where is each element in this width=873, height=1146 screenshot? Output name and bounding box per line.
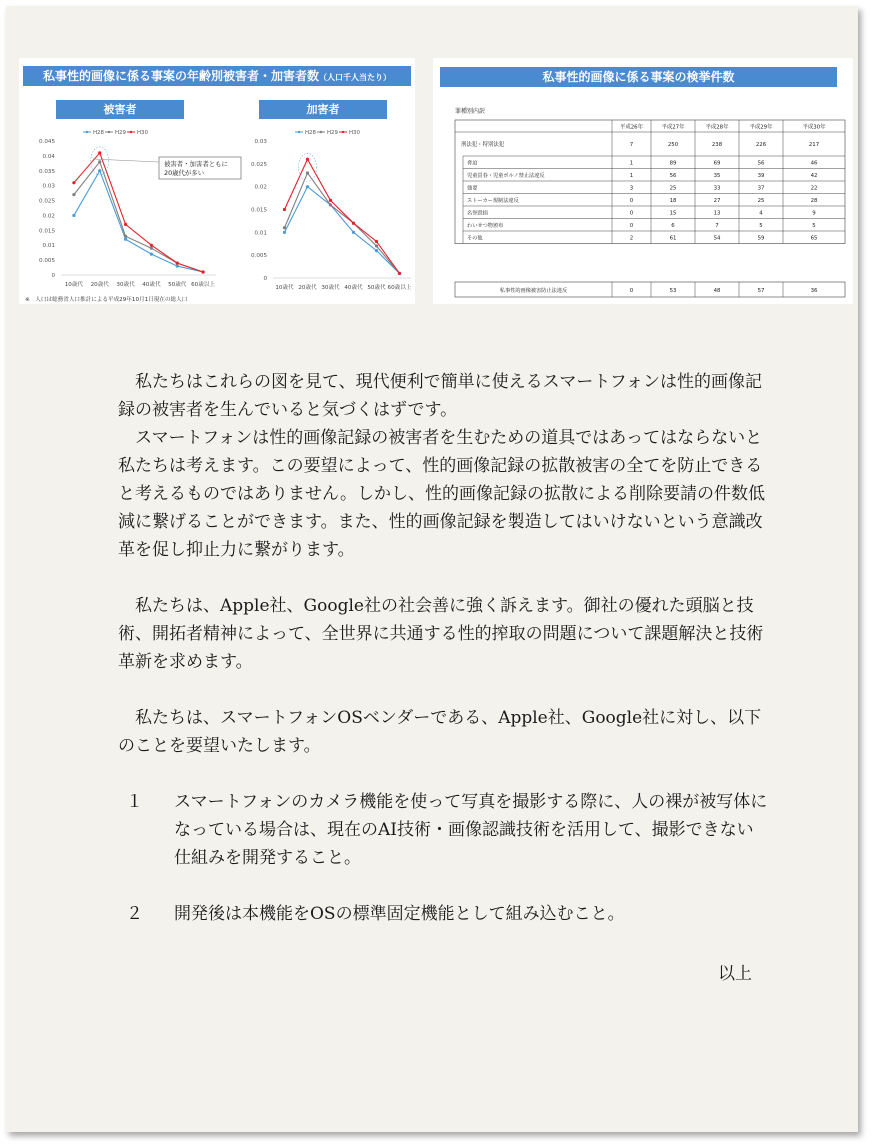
legend-marker [130,131,132,133]
legend-label: H29 [327,130,338,136]
data-point [150,253,153,256]
arrest-table [433,58,853,304]
sub-row-label: 名誉毀損 [467,210,488,217]
x-tick-label: 60歳以上 [191,282,216,288]
data-point [398,272,401,275]
data-point [176,264,179,267]
request-text-1: スマートフォンのカメラ機能を使って写真を撮影する際に、人の裸が被写体になっている場合は、現在のAI技術・画像認識技術を活用して、撮影できない仕組みを開発すること。 [174,792,768,868]
sub-row-label: わいせつ物頒布 [467,223,504,229]
y-tick-label: 0.025 [250,161,267,168]
table-border [455,120,845,244]
table-cell: 57 [757,288,765,294]
x-tick-label: 30歳代 [321,285,340,291]
table-cell: 0 [629,210,634,217]
y-tick-label: 0.035 [38,168,55,175]
table-cell: 25 [757,198,765,204]
data-point [306,158,309,161]
legend-label: H28 [93,130,104,136]
data-point [124,235,127,238]
table-cell: 33 [713,185,721,192]
table-cell: 39 [757,173,765,179]
table-cell: 6 [671,223,675,229]
y-tick-label: 0.03 [254,139,267,145]
paragraph-3: 私たちは、Apple社、Google社の社会善に強く訴えます。御社の優れた頭脳と技術、開拓者精神によって、全世界に共通する性的搾取の問題について課題解決と技術革新を求めます。 [118,596,764,672]
data-point [98,160,101,163]
table-cell: 56 [757,160,765,167]
table-cell: 48 [713,288,721,294]
column-header: 平成28年 [705,124,729,131]
table-cell: 5 [812,223,816,229]
age-chart-title-note: （人口千人当たり） [319,73,391,82]
data-point [306,171,309,174]
table-cell: 18 [669,198,677,204]
closing-word: 以上 [718,964,752,984]
request-item-2 [118,900,768,928]
data-point [375,249,378,252]
y-tick-label: 0.02 [254,184,267,191]
x-tick-label: 40歳代 [344,285,363,291]
offender-chart [251,130,412,291]
y-tick-label: 0.045 [38,139,55,145]
x-tick-label: 10歳代 [275,285,294,291]
annotation-line-1: 被害者・加害者ともに [164,160,228,168]
chart-footnote: ※ 人口は総務省人口推計による平成29年10月1日現在の総人口 [25,297,188,303]
data-point [72,181,75,184]
footer-row-label: 私事性的画像被害防止法違反 [499,288,568,294]
table-cell: 13 [713,210,721,217]
table-cell: 54 [713,235,721,242]
x-tick-label: 50歳代 [168,282,187,288]
y-tick-label: 0.005 [38,258,55,265]
table-cell: 250 [667,142,679,148]
table-cell: 9 [812,210,816,217]
data-point [283,208,286,211]
column-header: 平成29年 [749,124,773,131]
table-cell: 65 [810,235,818,242]
table-cell: 217 [808,142,820,148]
data-point [124,238,127,241]
table-cell: 42 [810,173,818,179]
table-cell: 0 [629,198,634,204]
y-tick-label: 0.04 [42,153,55,160]
offender-panel-title: 加害者 [259,100,387,119]
table-cell: 1 [629,173,634,179]
data-point [72,214,75,217]
x-tick-label: 40歳代 [142,282,161,288]
arrest-table-title: 私事性的画像に係る事案の検挙件数 [440,67,837,87]
data-point [98,169,101,172]
table-cell: 27 [713,198,721,204]
table-cell: 28 [810,198,818,204]
legend-label: H29 [115,130,126,136]
table-caption: 罪種別内訳 [455,108,486,115]
table-cell: 25 [669,185,677,192]
paragraph-2: スマートフォンは性的画像記録の被害者を生むための道具ではあってはならないと私たちは考えます。この要望によって、性的画像記録の拡散被害の全てを防止できると考えるものではありません。しかし、性的画像記録の拡散による削除要請の件数低減に繋げることができます。また、性的画像記録を製造してはいけないという意識改革を促し抑止力に繋がります。 [118,428,766,560]
table-cell: 61 [669,235,677,242]
column-header: 平成26年 [619,124,644,131]
request-item-1 [118,788,768,872]
highlight-ellipse [299,153,317,181]
legend-marker [86,131,88,133]
y-tick-label: 0.015 [38,228,55,235]
table-cell: 36 [810,288,818,294]
table-cell: 15 [669,210,677,217]
series-line-H28 [285,187,400,274]
data-point [352,231,355,234]
data-point [283,226,286,229]
y-tick-label: 0 [263,276,267,282]
x-tick-label: 20歳代 [90,282,109,288]
data-point [201,270,204,273]
y-tick-label: 0.025 [38,198,55,205]
data-point [72,193,75,196]
table-cell: 0 [629,288,634,294]
data-point [150,244,153,247]
victim-panel-title: 被害者 [56,100,184,119]
age-line-charts [19,58,415,304]
sub-row-label: ストーカー規制法違反 [467,198,519,204]
arrest-table-figure [433,58,853,304]
series-line-H28 [74,171,203,272]
sub-row-label: 児童買春・児童ポルノ禁止法違反 [467,173,545,179]
series-line-H29 [285,173,400,273]
x-tick-label: 10歳代 [64,282,84,288]
table-cell: 226 [755,142,767,148]
legend-marker [298,131,300,133]
x-tick-label: 30歳代 [116,282,135,288]
data-point [352,222,355,225]
legend-label: H28 [305,130,316,136]
data-point [375,244,378,247]
paper [6,6,858,1132]
sub-row-label: その他 [467,235,483,242]
data-point [329,199,332,202]
x-tick-label: 20歳代 [298,285,317,291]
data-point [283,231,286,234]
main-row-label: 刑法犯・特別法犯 [461,142,505,148]
data-point [329,203,332,206]
paragraph-1: 私たちはこれらの図を見て、現代便利で簡単に使えるスマートフォンは性的画像記録の被害者を生んでいると気づくはずです。 [118,372,762,420]
age-chart-figure [19,58,415,304]
table-cell: 1 [629,160,634,167]
x-tick-label: 60歳以上 [387,285,412,291]
table-cell: 35 [713,173,721,179]
data-point [124,223,127,226]
request-number-2: ２ [126,904,143,924]
y-tick-label: 0.005 [250,253,267,260]
y-tick-label: 0.015 [250,207,267,214]
y-tick-label: 0.01 [254,230,267,237]
petition-body [118,368,768,928]
legend-label: H30 [137,130,148,136]
legend-marker [342,131,344,133]
y-tick-label: 0.02 [42,213,55,220]
paragraph-4: 私たちは、スマートフォンOSベンダーである、Apple社、Google社に対し、以下のことを要望いたします。 [118,708,762,756]
victim-chart [39,130,216,288]
data-point [375,240,378,243]
table-cell: 46 [810,160,818,167]
legend-label: H30 [349,130,360,136]
table-cell: 22 [810,185,818,192]
y-tick-label: 0 [51,273,55,279]
request-text-2: 開発後は本機能をOSの標準固定機能として組み込むこと。 [174,904,625,924]
table-cell: 53 [669,288,677,294]
y-tick-label: 0.01 [42,243,55,250]
y-tick-label: 0.03 [42,183,55,190]
data-point [306,185,309,188]
table-cell: 3 [629,185,634,192]
table-cell: 7 [715,223,719,229]
table-cell: 37 [757,185,765,192]
request-number-1: １ [126,792,143,812]
table-cell: 56 [669,173,677,179]
legend-marker [320,131,322,133]
data-point [150,247,153,250]
legend-marker [108,131,110,133]
table-cell: 59 [757,235,765,242]
table-cell: 5 [759,223,763,229]
x-tick-label: 50歳代 [367,285,386,291]
table-cell: 4 [759,210,763,217]
table-cell: 2 [629,235,634,242]
table-cell: 89 [669,160,677,167]
column-header: 平成27年 [661,124,685,131]
data-point [176,261,179,264]
annotation-line-2: 20歳代が多い [164,169,205,177]
sub-row-label: 強要 [467,185,478,192]
table-cell: 238 [711,142,723,148]
sub-row-label: 脅迫 [467,160,478,167]
data-point [98,151,101,154]
table-cell: 7 [629,142,634,148]
table-cell: 69 [713,160,721,167]
table-cell: 0 [629,223,634,229]
age-chart-title: 私事性的画像に係る事案の年齢別被害者・加害者数 [42,69,319,83]
column-header: 平成30年 [802,124,826,131]
